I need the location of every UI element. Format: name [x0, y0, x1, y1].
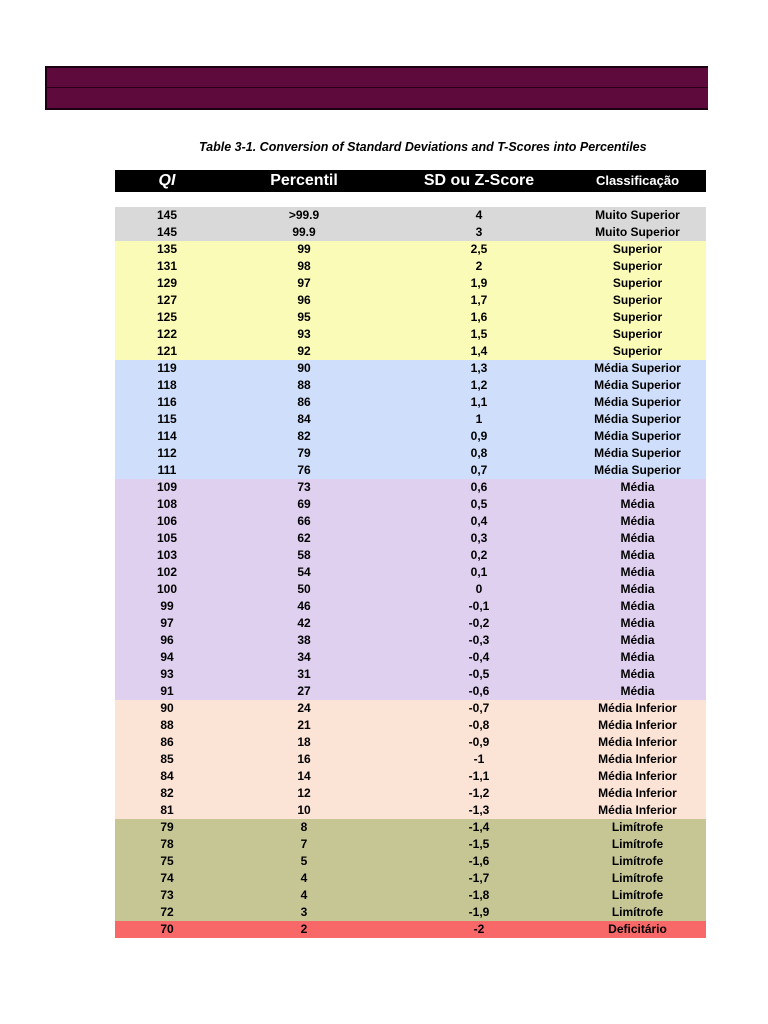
cell-sd: 0,7 [470, 463, 488, 477]
table-row [115, 445, 706, 462]
cell-qi: 122 [156, 327, 178, 341]
cell-sd: 1,6 [470, 310, 488, 324]
cell-percentil: 90 [297, 361, 311, 375]
cell-percentil: 66 [297, 514, 311, 528]
cell-classificacao: Superior [612, 293, 663, 307]
cell-qi: 108 [156, 497, 178, 511]
cell-percentil: 10 [297, 803, 311, 817]
cell-percentil: >99.9 [288, 208, 320, 222]
table-row [115, 258, 706, 275]
cell-percentil: 84 [297, 412, 311, 426]
cell-qi: 112 [157, 446, 177, 460]
table-row [115, 683, 706, 700]
table-row [115, 768, 706, 785]
cell-classificacao: Limítrofe [611, 820, 664, 834]
header-banner [45, 66, 708, 110]
cell-qi: 85 [160, 752, 174, 766]
cell-classificacao: Limítrofe [611, 905, 664, 919]
table-row [115, 853, 706, 870]
table-row [115, 887, 706, 904]
cell-classificacao: Média [620, 599, 655, 613]
cell-sd: 2,5 [470, 242, 488, 256]
cell-classificacao: Limítrofe [611, 837, 664, 851]
cell-qi: 84 [160, 769, 174, 783]
cell-classificacao: Deficitário [608, 922, 667, 936]
cell-classificacao: Limítrofe [611, 888, 664, 902]
cell-qi: 106 [156, 514, 178, 528]
cell-percentil: 7 [300, 837, 308, 851]
cell-percentil: 27 [297, 684, 311, 698]
cell-sd: -0,9 [468, 735, 490, 749]
cell-percentil: 79 [297, 446, 311, 460]
cell-percentil: 3 [300, 905, 308, 919]
cell-qi: 100 [156, 582, 178, 596]
cell-qi: 78 [160, 837, 174, 851]
cell-classificacao: Média Superior [594, 412, 681, 426]
column-header-percentil: Percentil [270, 172, 338, 189]
table-row [115, 224, 706, 241]
cell-qi: 70 [160, 922, 174, 936]
cell-percentil: 34 [297, 650, 311, 664]
cell-sd: 0,3 [470, 531, 488, 545]
cell-percentil: 76 [297, 463, 311, 477]
table-row [115, 496, 706, 513]
cell-percentil: 46 [297, 599, 311, 613]
cell-classificacao: Média Inferior [598, 735, 677, 749]
table-row [115, 836, 706, 853]
cell-qi: 99 [160, 599, 174, 613]
cell-percentil: 93 [297, 327, 311, 341]
cell-classificacao: Muito Superior [595, 225, 680, 239]
cell-qi: 90 [160, 701, 174, 715]
cell-sd: 1,7 [470, 293, 488, 307]
cell-qi: 145 [156, 208, 178, 222]
cell-qi: 72 [160, 905, 174, 919]
cell-classificacao: Média [620, 548, 655, 562]
cell-qi: 103 [156, 548, 178, 562]
cell-qi: 114 [157, 429, 177, 443]
cell-percentil: 42 [297, 616, 311, 630]
cell-percentil: 31 [297, 667, 311, 681]
cell-percentil: 73 [297, 480, 311, 494]
cell-qi: 81 [160, 803, 174, 817]
cell-sd: 0,8 [470, 446, 488, 460]
cell-qi: 86 [160, 735, 174, 749]
cell-sd: 0,5 [470, 497, 488, 511]
cell-qi: 105 [156, 531, 178, 545]
cell-classificacao: Superior [612, 276, 663, 290]
cell-sd: -1,2 [468, 786, 490, 800]
cell-sd: 4 [475, 208, 483, 222]
cell-qi: 96 [160, 633, 174, 647]
cell-classificacao: Média Superior [594, 395, 681, 409]
cell-qi: 88 [160, 718, 174, 732]
column-header-classificacao: Classificação [595, 173, 680, 188]
cell-qi: 145 [156, 225, 178, 239]
cell-percentil: 86 [297, 395, 311, 409]
cell-classificacao: Média Inferior [598, 752, 677, 766]
table-caption: Table 3-1. Conversion of Standard Deviations and T-Scores into Percentiles [199, 140, 647, 154]
table-row [115, 479, 706, 496]
cell-percentil: 12 [297, 786, 311, 800]
table-row [115, 734, 706, 751]
cell-sd: -0,3 [468, 633, 490, 647]
table-row [115, 581, 706, 598]
cell-percentil: 14 [297, 769, 311, 783]
cell-percentil: 96 [297, 293, 311, 307]
cell-qi: 94 [160, 650, 174, 664]
cell-qi: 79 [160, 820, 174, 834]
cell-sd: 0,9 [470, 429, 488, 443]
cell-sd: 1,4 [470, 344, 488, 358]
table-row [115, 275, 706, 292]
cell-sd: 3 [475, 225, 483, 239]
cell-classificacao: Limítrofe [611, 854, 664, 868]
table-row [115, 921, 706, 938]
table-row [115, 343, 706, 360]
table-row [115, 598, 706, 615]
column-header-sd: SD ou Z-Score [423, 172, 535, 189]
table-row [115, 377, 706, 394]
cell-sd: -1,4 [468, 820, 490, 834]
cell-qi: 82 [160, 786, 174, 800]
cell-sd: -2 [473, 922, 485, 936]
cell-sd: -1,6 [468, 854, 490, 868]
table-row [115, 666, 706, 683]
cell-qi: 118 [157, 378, 177, 392]
cell-classificacao: Média Superior [594, 361, 681, 375]
cell-sd: 0 [475, 582, 483, 596]
table-row [115, 547, 706, 564]
table-row [115, 785, 706, 802]
cell-sd: -0,8 [468, 718, 490, 732]
cell-percentil: 16 [297, 752, 311, 766]
cell-classificacao: Média [620, 667, 655, 681]
cell-classificacao: Média [620, 565, 655, 579]
cell-percentil: 2 [300, 922, 308, 936]
cell-classificacao: Média [620, 650, 655, 664]
table-row [115, 462, 706, 479]
cell-percentil: 98 [297, 259, 311, 273]
cell-qi: 74 [160, 871, 174, 885]
cell-sd: -0,5 [468, 667, 490, 681]
cell-qi: 93 [160, 667, 174, 681]
table-row [115, 530, 706, 547]
cell-qi: 119 [157, 361, 177, 375]
column-header-qi: QI [158, 172, 176, 189]
cell-sd: -0,7 [468, 701, 490, 715]
cell-percentil: 99.9 [292, 225, 316, 239]
cell-qi: 91 [160, 684, 174, 698]
cell-percentil: 95 [297, 310, 311, 324]
cell-classificacao: Superior [612, 259, 663, 273]
cell-qi: 102 [156, 565, 178, 579]
cell-classificacao: Muito Superior [595, 208, 680, 222]
cell-sd: 0,4 [470, 514, 488, 528]
table-row [115, 751, 706, 768]
cell-sd: 0,2 [470, 548, 488, 562]
table-body [115, 207, 706, 938]
cell-qi: 73 [160, 888, 174, 902]
cell-percentil: 5 [300, 854, 308, 868]
table-row [115, 360, 706, 377]
cell-sd: -1,1 [468, 769, 490, 783]
table-row [115, 241, 706, 258]
table-row [115, 292, 706, 309]
table-row [115, 513, 706, 530]
cell-percentil: 4 [300, 888, 308, 902]
cell-sd: -0,2 [468, 616, 490, 630]
cell-classificacao: Média Inferior [598, 718, 677, 732]
cell-sd: 1 [475, 412, 483, 426]
cell-sd: -1 [473, 752, 485, 766]
table-row [115, 309, 706, 326]
cell-qi: 75 [160, 854, 174, 868]
cell-classificacao: Média [620, 497, 655, 511]
cell-classificacao: Superior [612, 242, 663, 256]
cell-sd: 1,2 [470, 378, 488, 392]
cell-classificacao: Média [620, 531, 655, 545]
banner-divider [47, 87, 708, 88]
cell-sd: -1,3 [468, 803, 490, 817]
table-row [115, 870, 706, 887]
cell-classificacao: Média [620, 633, 655, 647]
cell-classificacao: Superior [612, 327, 663, 341]
table-row [115, 649, 706, 666]
cell-classificacao: Superior [612, 344, 663, 358]
cell-qi: 115 [157, 412, 177, 426]
cell-classificacao: Superior [612, 310, 663, 324]
cell-classificacao: Média [620, 684, 655, 698]
cell-sd: 2 [475, 259, 483, 273]
cell-classificacao: Média Superior [594, 446, 681, 460]
cell-qi: 97 [160, 616, 174, 630]
cell-sd: -0,6 [468, 684, 490, 698]
cell-qi: 121 [156, 344, 178, 358]
table-row [115, 207, 706, 224]
cell-sd: -1,8 [468, 888, 490, 902]
cell-sd: 1,3 [470, 361, 488, 375]
cell-qi: 125 [156, 310, 178, 324]
cell-percentil: 38 [297, 633, 311, 647]
cell-classificacao: Média [620, 480, 655, 494]
table-header [115, 170, 706, 192]
cell-sd: 1,5 [470, 327, 488, 341]
cell-percentil: 62 [297, 531, 311, 545]
table-row [115, 326, 706, 343]
table-row [115, 632, 706, 649]
table-row [115, 615, 706, 632]
cell-qi: 116 [157, 395, 177, 409]
cell-percentil: 54 [297, 565, 311, 579]
cell-classificacao: Média Inferior [598, 786, 677, 800]
table-row [115, 428, 706, 445]
cell-percentil: 8 [300, 820, 308, 834]
cell-sd: -0,1 [468, 599, 490, 613]
table-row [115, 394, 706, 411]
table-row [115, 564, 706, 581]
table-row [115, 802, 706, 819]
cell-percentil: 92 [297, 344, 311, 358]
cell-classificacao: Média Inferior [598, 803, 677, 817]
table-row [115, 904, 706, 921]
cell-classificacao: Média Inferior [598, 701, 677, 715]
cell-classificacao: Média Superior [594, 463, 681, 477]
cell-classificacao: Média [620, 616, 655, 630]
cell-qi: 129 [156, 276, 178, 290]
cell-percentil: 18 [297, 735, 311, 749]
cell-qi: 127 [156, 293, 178, 307]
cell-sd: -0,4 [468, 650, 490, 664]
cell-percentil: 58 [297, 548, 311, 562]
cell-sd: 0,6 [470, 480, 488, 494]
cell-percentil: 97 [297, 276, 311, 290]
table-row [115, 717, 706, 734]
table-row [115, 819, 706, 836]
cell-classificacao: Média [620, 582, 655, 596]
cell-percentil: 50 [297, 582, 311, 596]
cell-percentil: 24 [297, 701, 311, 715]
cell-percentil: 99 [297, 242, 311, 256]
cell-classificacao: Limítrofe [611, 871, 664, 885]
cell-sd: -1,7 [468, 871, 490, 885]
cell-qi: 109 [156, 480, 178, 494]
cell-classificacao: Média Superior [594, 429, 681, 443]
table-row [115, 411, 706, 428]
cell-sd: 1,1 [470, 395, 488, 409]
cell-percentil: 4 [300, 871, 308, 885]
cell-sd: -1,9 [468, 905, 490, 919]
cell-classificacao: Média Inferior [598, 769, 677, 783]
cell-percentil: 88 [297, 378, 311, 392]
cell-percentil: 82 [297, 429, 311, 443]
cell-classificacao: Média Superior [594, 378, 681, 392]
cell-sd: 1,9 [470, 276, 488, 290]
cell-qi: 131 [156, 259, 178, 273]
table-row [115, 700, 706, 717]
cell-classificacao: Média [620, 514, 655, 528]
cell-qi: 111 [157, 463, 177, 477]
cell-sd: 0,1 [470, 565, 488, 579]
cell-qi: 135 [156, 242, 178, 256]
cell-percentil: 69 [297, 497, 311, 511]
cell-percentil: 21 [297, 718, 311, 732]
cell-sd: -1,5 [468, 837, 490, 851]
